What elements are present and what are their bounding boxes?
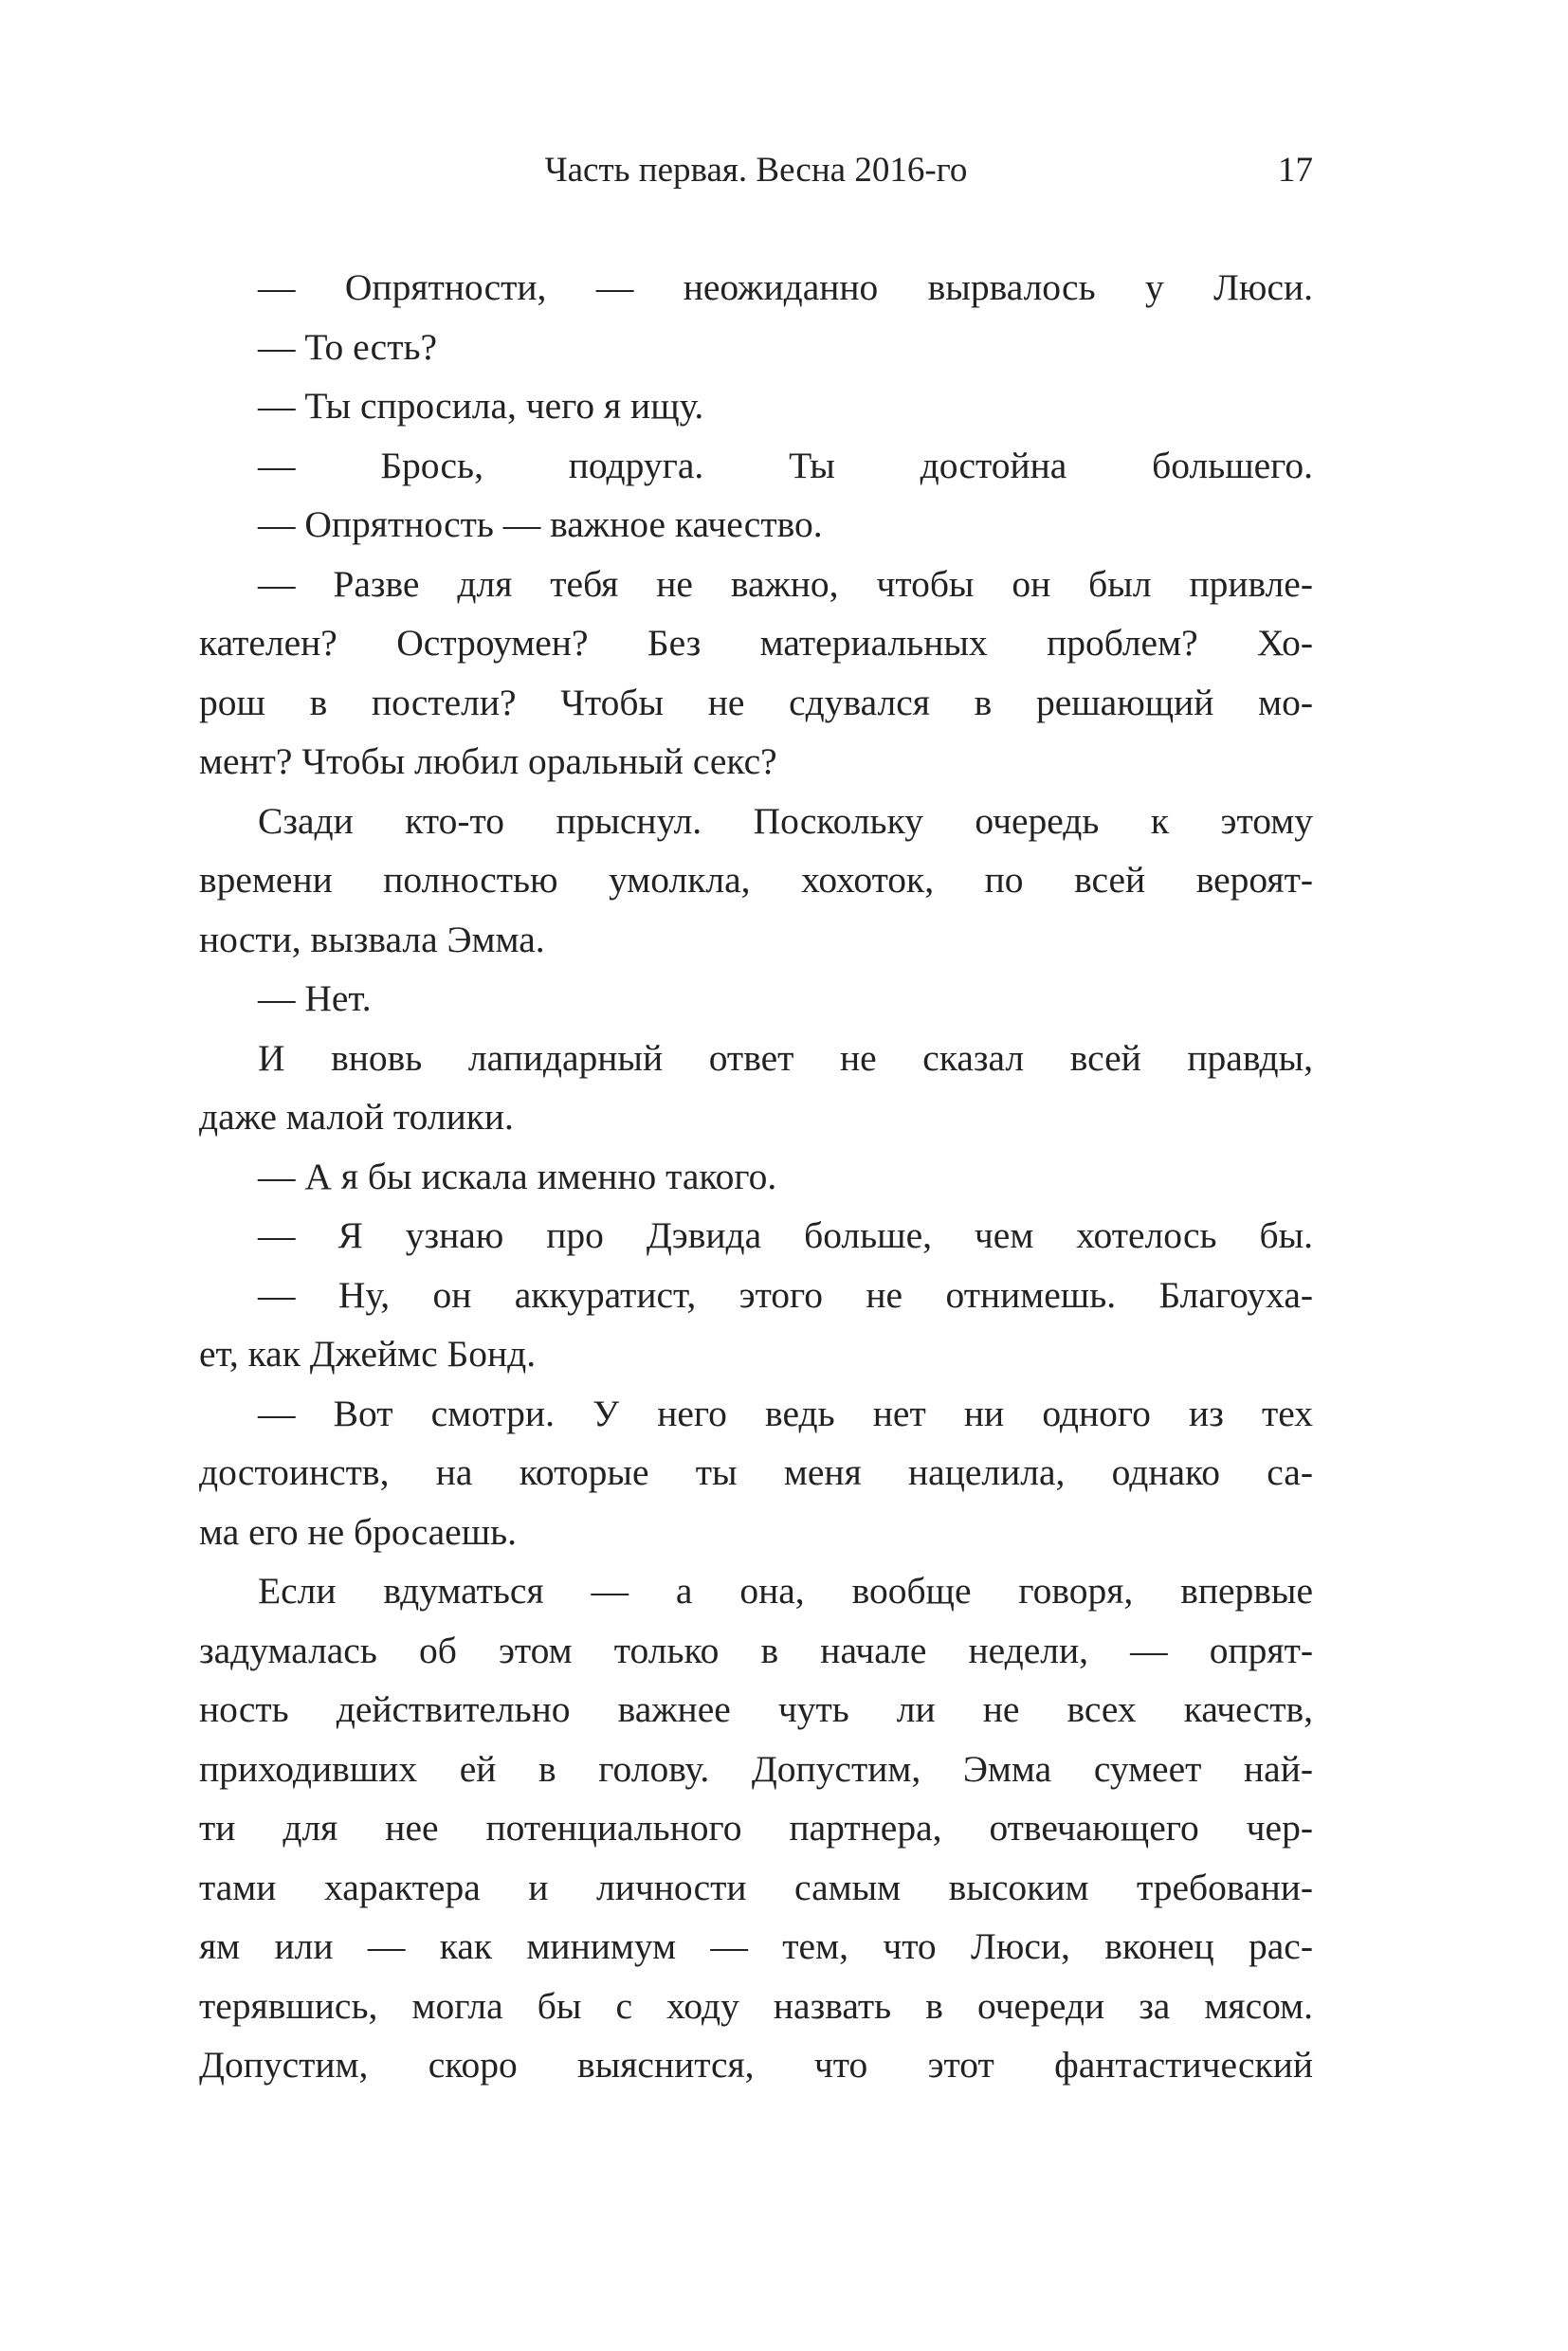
text-line: — Ты спросила, чего я ищу. bbox=[258, 385, 704, 427]
text-line: терявшись, могла бы с ходу назвать в очереди за мясом. bbox=[199, 1984, 1313, 2027]
body-text bbox=[199, 258, 1313, 2095]
text-line: времени полностью умолкла, хохоток, по всей вероят- bbox=[199, 859, 1313, 901]
text-line: — Ну, он аккуратист, этого не отнимешь. Благоуха- bbox=[258, 1273, 1313, 1316]
text-line: тами характера и личности самым высоким требовани- bbox=[199, 1866, 1313, 1908]
text-line: ям или — как минимум — тем, что Люси, вконец рас- bbox=[199, 1925, 1313, 1967]
text-line: — Вот смотри. У него ведь нет ни одного из тех bbox=[258, 1392, 1313, 1434]
text-line: ности, вызвала Эмма. bbox=[199, 918, 545, 960]
text-line: ность действительно важнее чуть ли не всех качеств, bbox=[199, 1688, 1313, 1730]
page-number: 17 bbox=[1278, 151, 1313, 190]
text-line: — А я бы искала именно такого. bbox=[258, 1155, 777, 1197]
text-line: — Опрятность — важное качество. bbox=[258, 503, 823, 545]
text-line: — То есть? bbox=[258, 325, 438, 368]
text-line: даже малой толики. bbox=[199, 1096, 514, 1138]
text-line: рош в постели? Чтобы не сдувался в решающий мо- bbox=[199, 681, 1313, 723]
text-line: Сзади кто-то прыснул. Поскольку очередь к этому bbox=[258, 799, 1313, 842]
text-line: — Разве для тебя не важно, чтобы он был привле- bbox=[258, 562, 1313, 605]
running-header bbox=[199, 147, 1313, 194]
running-title: Часть первая. Весна 2016-го bbox=[544, 151, 968, 190]
text-line: Допустим, скоро выяснится, что этот фантастический bbox=[199, 2044, 1313, 2086]
text-line: ти для нее потенциального партнера, отвечающего чер- bbox=[199, 1807, 1313, 1849]
text-line: ма его не бросаешь. bbox=[199, 1510, 518, 1553]
text-line: — Я узнаю про Дэвида больше, чем хотелось бы. bbox=[258, 1214, 1313, 1256]
text-line: Если вдуматься — а она, вообще говоря, впервые bbox=[258, 1570, 1313, 1612]
text-line: — Опрятности, — неожиданно вырвалось у Люси. bbox=[258, 266, 1313, 308]
text-line: И вновь лапидарный ответ не сказал всей правды, bbox=[258, 1036, 1313, 1079]
text-line: кателен? Остроумен? Без материальных проблем? Хо- bbox=[199, 622, 1313, 664]
text-line: — Брось, подруга. Ты достойна большего. bbox=[258, 444, 1313, 486]
text-line: достоинств, на которые ты меня нацелила, однако са- bbox=[199, 1451, 1313, 1493]
text-line: приходивших ей в голову. Допустим, Эмма сумеет най- bbox=[199, 1747, 1313, 1790]
text-line: ет, как Джеймс Бонд. bbox=[199, 1333, 537, 1375]
text-line: мент? Чтобы любил оральный секс? bbox=[199, 740, 777, 782]
text-line: задумалась об этом только в начале недели, — опрят- bbox=[199, 1629, 1313, 1671]
text-line: — Нет. bbox=[258, 977, 372, 1019]
